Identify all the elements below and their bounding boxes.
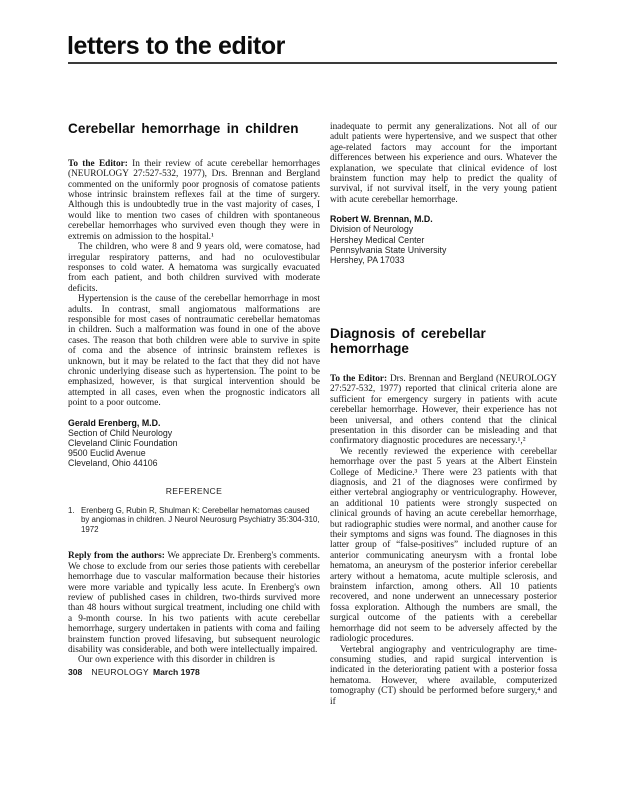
signature-line: Pennsylvania State University: [330, 244, 447, 255]
reply-signature-block: [330, 214, 557, 265]
letter1-title: Cerebellar hemorrhage in children: [68, 121, 299, 136]
signature-line: Cleveland Clinic Foundation: [68, 438, 178, 448]
reference-number: 1.: [68, 505, 75, 515]
letter2-paragraph-2: We recently reviewed the experience with cerebellar hemorrhage over the past 5 years at the Albert Einstein College of Medicine.³ There were 23 patients with that diagnosis, and 21 of the diagnoses were confirmed by either vertebral angiography or ventriculography. However, an additional 10 patients were strongly suspected on clinical grounds of having an acute cerebellar hemorrhage, but radiographic studies were normal, and another cause for their symptoms and signs was found. The diagnoses in this latter group of “false-positives” included rupture of an anterior communicating aneurysm with a frontal lobe hematoma, an aneurysm of the posterior inferior cerebellar artery without a hematoma, acute multiple sclerosis, and brainstem infarction, among others. All 10 patients recovered, and none underwent an unnecessary posterior fossa exploration. Although the numbers are small, the surgical outcome of the patients with a cerebellar hemorrhage did not seem to be adversely affected by the radiologic procedures.: [330, 446, 557, 645]
letter2-paragraph-1: [330, 374, 557, 447]
reference-item: [68, 506, 320, 535]
letter1-signature-block: [68, 418, 320, 469]
masthead-rule: [68, 62, 557, 64]
column-right: [330, 122, 557, 707]
signature-line: Hershey, PA 17033: [330, 255, 405, 266]
reply-paragraph-1-text: We appreciate Dr. Erenberg's comments. We chose to exclude from our series those patients with cerebellar hemorrhage due to vascular malformation because their histories were more variable and typically less acute. In Erenberg's own review of published cases in children, two-thirds survived more than 48 hours without surgical treatment, including one child with a 9-month course. In his two patients with acute cerebellar hemorrhage, surgery undertaken in patients with coma and failing brainstem function proved lifesaving, but subsequent neurologic disability was considerable, and both were intellectually impaired.: [68, 551, 320, 656]
page-footer: [68, 667, 200, 677]
column-left: [68, 122, 320, 666]
reply-paragraph-2: Our own experience with this disorder in children is: [78, 655, 275, 666]
signature-line: Division of Neurology: [330, 224, 414, 235]
reply-paragraph-1: [68, 551, 320, 655]
signature-line: Hershey Medical Center: [330, 234, 425, 245]
letter2-paragraph-3: Vertebral angiography and ventriculography are time-consuming studies, and rapid surgical intervention is indicated in the deteriorating patient with a posterior fossa hematoma. However, where available, computerized tomography (CT) should be performed before surgery,⁴ and if: [330, 644, 557, 707]
reference-citation: Erenberg G, Rubin R, Shulman K: Cerebellar hematomas caused by angiomas in children. J Neurol Neurosurg Psychiatry 35:304-310, 1972: [81, 505, 320, 534]
signature-author-name: Gerald Erenberg, M.D.: [68, 417, 161, 428]
letter1-paragraph-1-text: In their review of acute cerebellar hemorrhages (NEUROLOGY 27:527-532, 1977), Drs. Brennan and Bergland commented on the uniformly poor prognosis of comatose patients whose intrinsic brainstem reflexes fail at the time of surgery. Although this is undoubtedly true in the vast majority of cases, I would like to mention two cases of children with spontaneous cerebellar hemorrhages who survived even though they were in extremis on admission to the hospital.¹: [68, 158, 320, 242]
footer-page-number: 308: [68, 667, 83, 677]
to-the-editor-lead: To the Editor:: [68, 158, 128, 169]
signature-line: Cleveland, Ohio 44106: [68, 458, 158, 469]
reference-heading: REFERENCE: [165, 485, 223, 496]
signature-author-name: Robert W. Brennan, M.D.: [330, 214, 433, 225]
footer-journal-name: NEUROLOGY: [91, 667, 149, 677]
letter1-paragraph-2: The children, who were 8 and 9 years old, were comatose, had irregular respiratory patterns, and had no oculovestibular responses to cold water. A hematoma was surgically evacuated from each patient, and both children survived with moderate deficits.: [68, 242, 320, 294]
signature-line: 9500 Euclid Avenue: [68, 448, 146, 459]
page-masthead-title: letters to the editor: [67, 32, 286, 60]
letter1-paragraph-3: Hypertension is the cause of the cerebellar hemorrhage in most adults. In contrast, small angiomatous malformations are responsible for most cases of nontraumatic cerebellar hematomas in children. Such a malformation was found in one of the above cases. The reason that both children were able to survive in spite of coma and the absence of intrinsic brainstem reflexes is unknown, but it may be related to the fact that they did not have chronic underlying disease such as hypertension. The point to be emphasized, however, is that surgical intervention should be attempted in all cases, even when the prognostic indicators all point to a poor outcome.: [68, 294, 320, 409]
letter2-paragraph-1-text: Drs. Brennan and Bergland (NEUROLOGY 27:527-532, 1977) reported that clinical criteria alone are sufficient for emergency surgery in patients with acute cerebellar hemorrhage. However, their experience has not been universal, and others contend that the clinical presentation in this disorder can be misleading and that confirmatory diagnostic procedures are necessary.¹,²: [330, 373, 557, 447]
to-the-editor-lead: To the Editor:: [330, 373, 388, 384]
footer-issue-date: March 1978: [152, 667, 200, 677]
letter2-title: Diagnosis of cerebellar hemorrhage: [330, 326, 486, 357]
reply-lead: Reply from the authors:: [68, 551, 165, 562]
reply-continuation-paragraph: inadequate to permit any generalizations. Not all of our adult patients were hypertensive, and we suspect that other age-related factors may account for the important differences between his experience and ours. Whatever the explanation, we speculate that clinical evidence of lost brainstem function may help to predict the quality of survival, if not survival itself, in the very young patient with acute cerebellar hemorrhage.: [330, 122, 557, 205]
signature-line: Section of Child Neurology: [68, 427, 173, 438]
letter1-paragraph-1: [68, 159, 320, 242]
